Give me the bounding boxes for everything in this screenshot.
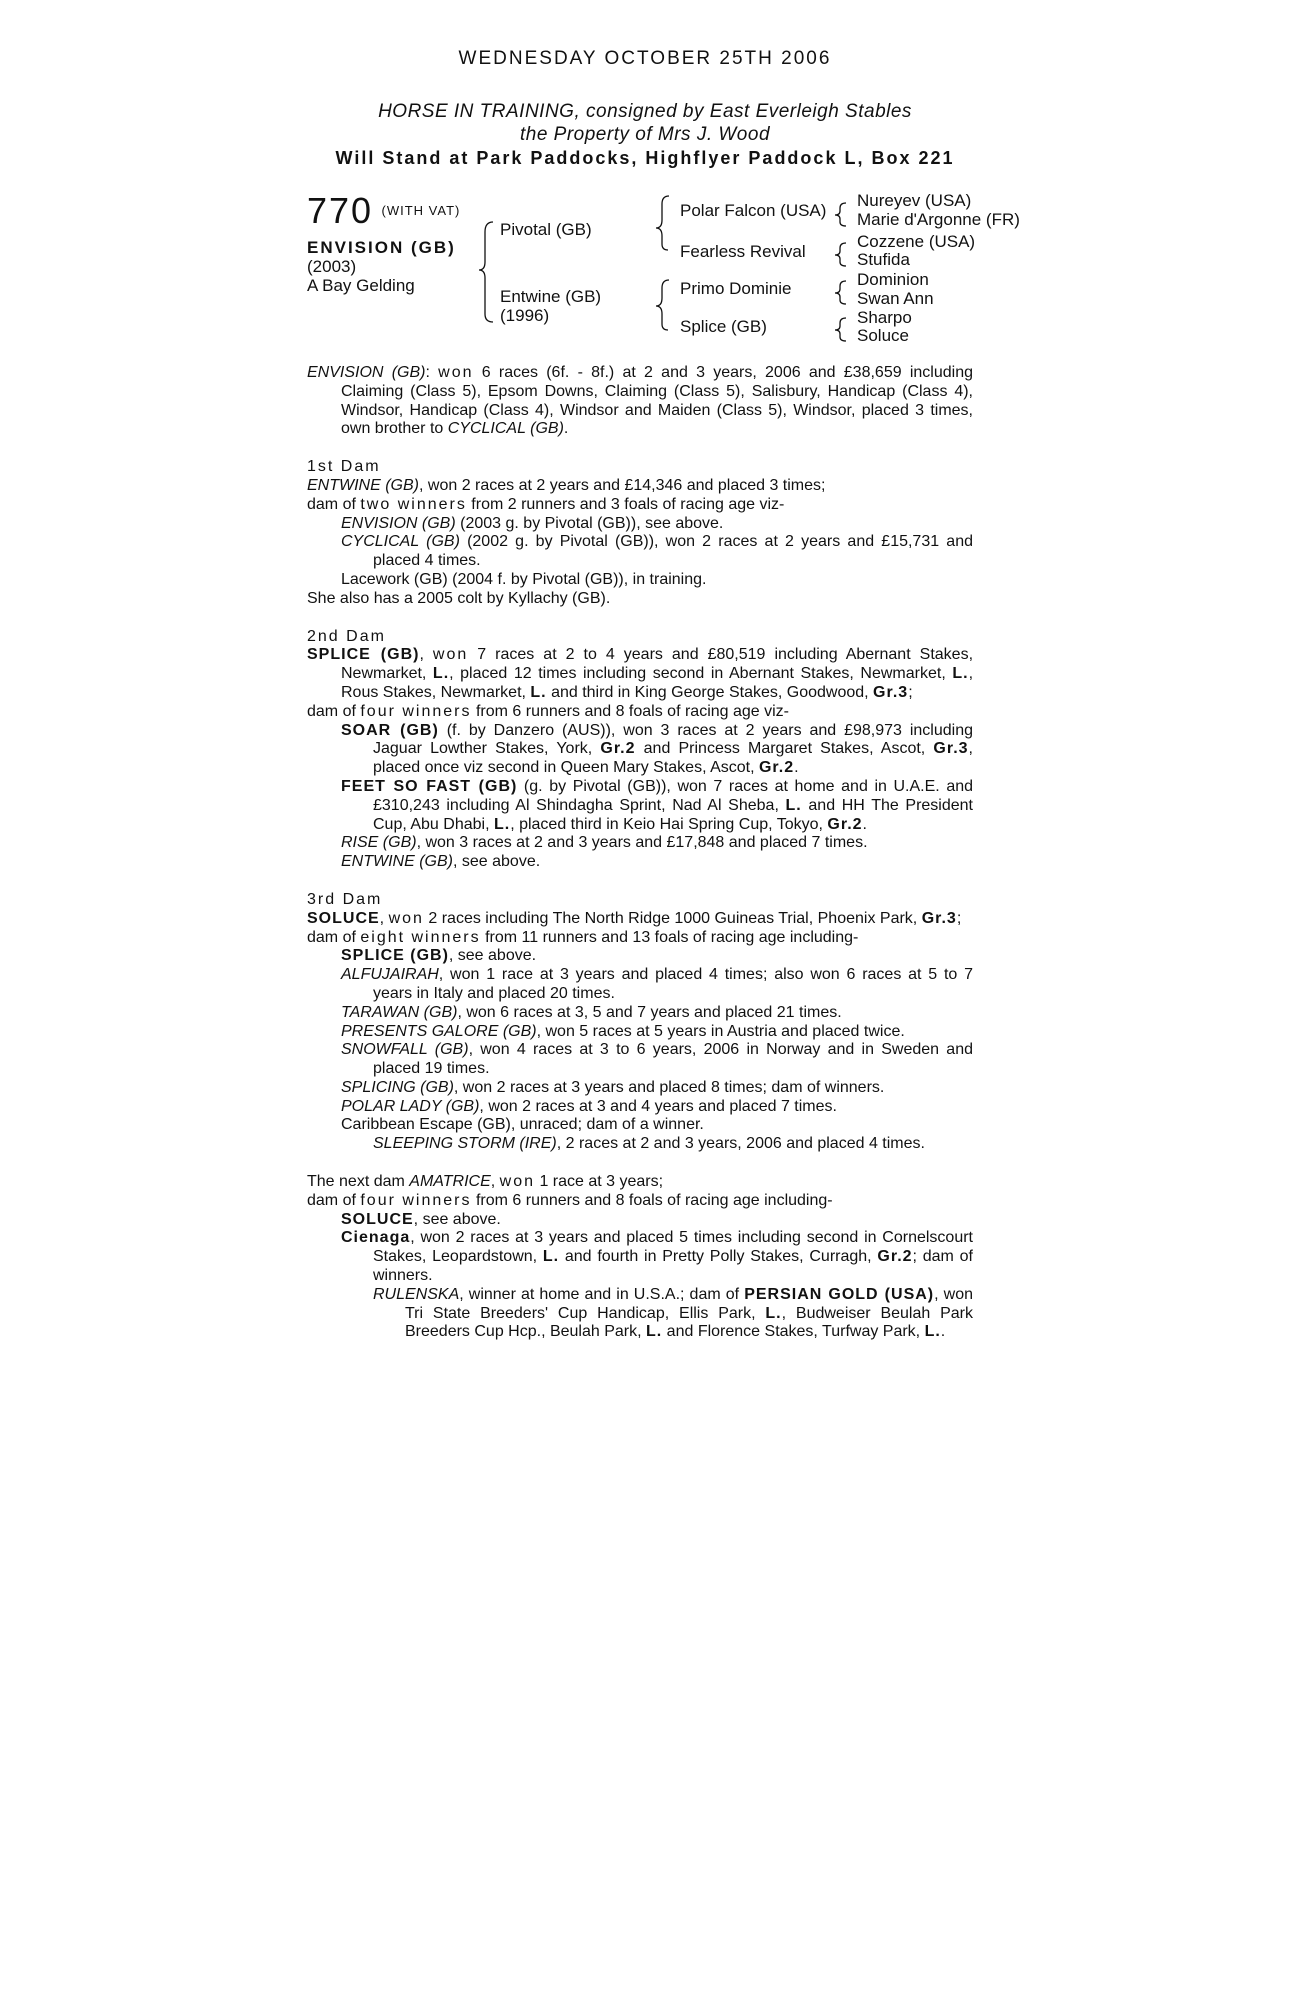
third-dam-record: SOLUCE, won 2 races including The North Ridge 1000 Guineas Trial, Phoenix Park, Gr.3; (307, 909, 962, 927)
produce-cien-t1: , won 2 races at 3 years and placed 5 times including second in Cornelscourt Stakes, Leopardstown, (373, 1229, 973, 1266)
second-dam-t2: , placed 12 times including second in Abernant Stakes, Newmarket, (449, 665, 953, 683)
second-dam-record: SPLICE (GB), won 7 races at 2 to 4 years and £80,519 including Abernant Stakes, Newmarket, L., placed 12 times including second in Abernant Stakes, Newmarket, L., Rous Stakes, Newmarket, L. and third in King George Stakes, Goodwood, Gr.3; (307, 646, 974, 701)
third-dam-produce-summary (307, 929, 973, 948)
property-line: the Property of Mrs J. Wood (519, 124, 771, 145)
first-dam-name: ENTWINE (GB) (307, 476, 419, 494)
pedigree-gg-7: Sharpo (857, 308, 912, 327)
produce-caribbean-escape: Caribbean Escape (GB), unraced; dam of a winner. (341, 1116, 704, 1134)
produce-soar-t1: (f. by Danzero (AUS)), won 3 races at 2 years and £98,973 including Jaguar Lowther Stakes, York, (373, 721, 974, 758)
produce-splicing (307, 1079, 973, 1098)
produce-soar-t3: , placed once viz second in Queen Mary Stakes, Ascot, (373, 740, 973, 777)
record-text: 6 races (6f. - 8f.) at 2 and 3 years, 2006 and £38,659 including Claiming (Class 5), Epsom Downs, Claiming (Class 5), Salisbury, Handicap (Class 4), Windsor, Handicap (Class 4), Windsor and Maiden (Class 5), Windsor, placed 3 times, own brother to (341, 364, 974, 438)
first-dam-text: , won 2 races at 2 years and £14,346 and placed 3 times; (419, 476, 826, 494)
next-dam-damof-a: dam of (307, 1191, 361, 1209)
first-dam-produce-summary (307, 496, 973, 515)
produce-splicing-name: SPLICING (GB) (341, 1078, 454, 1096)
next-dam-name: AMATRICE (409, 1173, 491, 1191)
second-dam-t5: ; (908, 683, 913, 701)
produce-entwine (307, 853, 973, 872)
produce-soar-g1: Gr.2 (600, 740, 636, 758)
record-won: won (438, 364, 474, 381)
produce-cyclical-text: (2002 g. by Pivotal (GB)), won 2 races at 2 years and £15,731 and placed 4 times. (373, 533, 973, 570)
produce-cien-g: Gr.2 (877, 1248, 913, 1266)
third-dam-g1: Gr.3 (921, 909, 957, 927)
produce-soar (307, 722, 973, 778)
next-dam-produce-summary (307, 1192, 973, 1211)
race-record: ENVISION (GB): won 6 races (6f. - 8f.) at 2 and 3 years, 2006 and £38,659 including Claiming (Class 5), Epsom Downs, Claiming (Class 5), Salisbury, Handicap (Class 4), Windsor, Handicap (Class 4), Windsor and Maiden (Class 5), Windsor, placed 3 times, own brother to CYCLICAL (GB). (307, 364, 974, 438)
produce-feet-name: FEET SO FAST (GB) (341, 777, 518, 795)
vat-note: (WITH VAT) (381, 203, 461, 218)
produce-pres-text: , won 5 races at 5 years in Austria and placed twice. (536, 1022, 905, 1040)
produce-envision (307, 515, 973, 534)
produce-soar-t2: and Princess Margaret Stakes, Ascot, (635, 740, 934, 758)
produce-snowfall (307, 1041, 973, 1079)
produce-rise-text: , won 3 races at 2 and 3 years and £17,848 and placed 7 times. (416, 834, 868, 852)
produce-snow-name: SNOWFALL (GB) (341, 1041, 469, 1059)
horse-description: A Bay Gelding (307, 276, 415, 295)
produce-feet-l: L. (785, 796, 802, 814)
produce-polar-name: POLAR LADY (GB) (341, 1097, 480, 1115)
pedigree-dam-year: (1996) (500, 306, 550, 325)
next-dam-t1: The next dam (307, 1173, 410, 1191)
second-dam-t1: 7 races at 2 to 4 years and £80,519 including Abernant Stakes, Newmarket, (341, 646, 974, 683)
next-dam-damof-c: from 6 runners and 8 foals of racing age including- (471, 1191, 833, 1209)
produce-soar-g2: Gr.3 (933, 740, 969, 758)
second-dam-t3: , Rous Stakes, Newmarket, (341, 665, 974, 701)
pedigree-gg-6: Swan Ann (857, 289, 934, 308)
second-dam-damof-a: dam of (307, 702, 361, 720)
produce-cien-t2: and fourth in Pretty Polly Stakes, Curragh, (559, 1248, 878, 1266)
produce-cien-t3: ; dam of winners. (373, 1248, 974, 1285)
pedigree-dam-sire: Primo Dominie (680, 279, 792, 298)
produce-tara-name: TARAWAN (GB) (341, 1003, 458, 1021)
produce-cien-name: Cienaga (341, 1229, 411, 1247)
produce-cien-l: L. (542, 1248, 560, 1266)
produce-cyclical-name: CYCLICAL (GB) (341, 533, 460, 551)
third-dam-won: won (388, 909, 424, 927)
produce-alfu-text: , won 1 race at 3 years and placed 4 times; also won 6 races at 5 to 7 years in Italy and placed 20 times. (373, 966, 973, 1002)
pedigree-sire-dam: Fearless Revival (680, 242, 806, 261)
pedigree-gg-1: Nureyev (USA) (857, 191, 972, 210)
second-dam-l3: L. (530, 683, 547, 701)
produce-cienaga (307, 1229, 973, 1285)
produce-rul-t5: . (940, 1323, 946, 1341)
pedigree-gg-3: Cozzene (USA) (857, 232, 976, 251)
catalogue-body (307, 364, 973, 1342)
second-dam-won: won (432, 646, 469, 664)
produce-rul-l1: L. (765, 1304, 782, 1322)
first-dam-also: She also has a 2005 colt by Kyllachy (GB). (307, 589, 611, 607)
pedigree-dam-dam: Splice (GB) (680, 317, 767, 336)
produce-feet-g: Gr.2 (827, 815, 863, 833)
record-end: . (563, 420, 569, 438)
produce-soluce-name: SOLUCE (341, 1210, 414, 1228)
produce-rul-t3: , Budweiser Beulah Park Breeders Cup Hcp., Beulah Park, (405, 1304, 974, 1341)
third-dam-heading: 3rd Dam (307, 890, 383, 908)
pedigree-gg-4: Stufida (857, 250, 910, 269)
produce-splice-name: SPLICE (GB) (341, 947, 449, 965)
lot-number: 770 (307, 190, 374, 231)
pedigree-dam: Entwine (GB) (500, 287, 602, 306)
consignor-line: HORSE IN TRAINING, consigned by East Everleigh Stables (378, 101, 912, 122)
second-dam-damof-c: from 6 runners and 8 foals of racing age viz- (471, 702, 790, 720)
produce-soar-g3: Gr.2 (758, 759, 795, 777)
third-dam-t2: ; (956, 909, 962, 927)
second-dam-produce-summary (307, 703, 973, 722)
produce-tarawan (307, 1004, 973, 1023)
produce-pres-name: PRESENTS GALORE (GB) (341, 1022, 537, 1040)
produce-splice-text: , see above. (448, 947, 537, 965)
horse-year: (2003) (307, 257, 357, 276)
stand-location: Will Stand at Park Paddocks, Highflyer Paddock L, Box 221 (335, 148, 955, 168)
produce-splice (307, 947, 973, 966)
third-dam-damof-b: eight winners (360, 928, 481, 946)
produce-sleep-text: , 2 races at 2 and 3 years, 2006 and placed 4 times. (556, 1135, 925, 1153)
produce-rul-t2: , won Tri State Breeders' Cup Handicap, Ellis Park, (405, 1285, 973, 1322)
next-dam-record: The next dam AMATRICE, won 1 race at 3 years; (307, 1173, 664, 1191)
produce-alfu-name: ALFUJAIRAH (341, 966, 439, 984)
horse-name: ENVISION (GB) (307, 238, 456, 257)
produce-feet-t4: . (862, 815, 867, 833)
produce-feet-t2: and HH The President Cup, Abu Dhabi, (373, 796, 973, 833)
third-dam-name: SOLUCE (307, 909, 380, 927)
produce-rul-l2: L. (646, 1323, 663, 1341)
produce-polar-lady (307, 1098, 973, 1117)
third-dam-t1: 2 races including The North Ridge 1000 Guineas Trial, Phoenix Park, (423, 909, 922, 927)
produce-tara-text: , won 6 races at 3, 5 and 7 years and placed 21 times. (457, 1003, 842, 1021)
produce-sleeping-storm (307, 1135, 973, 1154)
produce-soar-t4: . (794, 759, 799, 777)
second-dam-g1: Gr.3 (873, 683, 909, 701)
produce-rulenska (307, 1286, 973, 1342)
produce-cyclical (307, 533, 973, 571)
pedigree-sire: Pivotal (GB) (500, 220, 592, 239)
second-dam-t4: and third in King George Stakes, Goodwood, (546, 683, 874, 701)
produce-soar-name: SOAR (GB) (341, 721, 439, 739)
second-dam-name: SPLICE (GB) (307, 646, 420, 664)
next-dam-won: won (499, 1173, 536, 1191)
pedigree-gg-8: Soluce (857, 326, 909, 345)
produce-entwine-name: ENTWINE (GB) (341, 853, 453, 871)
third-dam-damof-c: from 11 runners and 13 foals of racing age including- (480, 928, 859, 946)
first-dam-damof-c: from 2 runners and 3 foals of racing age viz- (466, 495, 785, 513)
record-brother: CYCLICAL (GB) (447, 420, 564, 438)
produce-rise-name: RISE (GB) (341, 834, 417, 852)
produce-feet-t3: , placed third in Keio Hai Spring Cup, Tokyo, (510, 815, 828, 833)
second-dam-l1: L. (432, 665, 450, 683)
second-dam-l2: L. (952, 665, 969, 683)
produce-splicing-text: , won 2 races at 3 years and placed 8 times; dam of winners. (453, 1078, 885, 1096)
next-dam-t2: 1 race at 3 years; (535, 1173, 664, 1191)
third-dam-damof-a: dam of (307, 928, 361, 946)
produce-rise (307, 834, 973, 853)
first-dam-heading: 1st Dam (307, 458, 381, 476)
produce-rul-t1: , winner at home and in U.S.A.; dam of (459, 1285, 745, 1303)
produce-polar-text: , won 2 races at 3 and 4 years and placed 7 times. (479, 1097, 837, 1115)
pedigree-gg-2: Marie d'Argonne (FR) (857, 210, 1020, 229)
produce-rul-name: RULENSKA (373, 1285, 460, 1303)
record-horse-name: ENVISION (GB) (307, 364, 426, 381)
produce-entwine-text: , see above. (453, 853, 541, 871)
produce-feet-t1: (g. by Pivotal (GB)), won 7 races at home and in U.A.E. and £310,243 including Al Shindagha Sprint, Nad Al Sheba, (373, 777, 974, 814)
produce-envision-text: (2003 g. by Pivotal (GB)), see above. (455, 514, 724, 532)
produce-rul-persian: PERSIAN GOLD (USA) (744, 1285, 935, 1303)
first-dam-damof-b: two winners (360, 495, 467, 513)
second-dam-heading: 2nd Dam (307, 627, 386, 645)
first-dam-damof-a: dam of (307, 495, 361, 513)
produce-envision-name: ENVISION (GB) (341, 514, 456, 532)
produce-alfujairah (307, 966, 973, 1004)
pedigree-braces (0, 0, 1290, 360)
next-dam-damof-b: four winners (360, 1191, 472, 1209)
produce-snow-text: , won 4 races at 3 to 6 years, 2006 in Norway and in Sweden and placed 19 times. (373, 1041, 974, 1078)
produce-lacework: Lacework (GB) (2004 f. by Pivotal (GB)), in training. (341, 570, 707, 588)
pedigree-sire-sire: Polar Falcon (USA) (680, 201, 827, 220)
produce-feet-so-fast (307, 778, 973, 834)
produce-presents-galore (307, 1023, 973, 1042)
produce-soluce (307, 1211, 973, 1230)
produce-rul-t4: and Florence Stakes, Turfway Park, (662, 1323, 925, 1341)
produce-soluce-text: , see above. (413, 1210, 501, 1228)
second-dam-damof-b: four winners (360, 702, 472, 720)
first-dam-record (307, 477, 973, 496)
produce-sleep-name: SLEEPING STORM (IRE) (373, 1135, 557, 1153)
pedigree-gg-5: Dominion (857, 270, 929, 289)
sale-date: WEDNESDAY OCTOBER 25TH 2006 (458, 48, 832, 69)
produce-rul-l3: L. (924, 1323, 941, 1341)
produce-feet-l2: L. (493, 815, 511, 833)
